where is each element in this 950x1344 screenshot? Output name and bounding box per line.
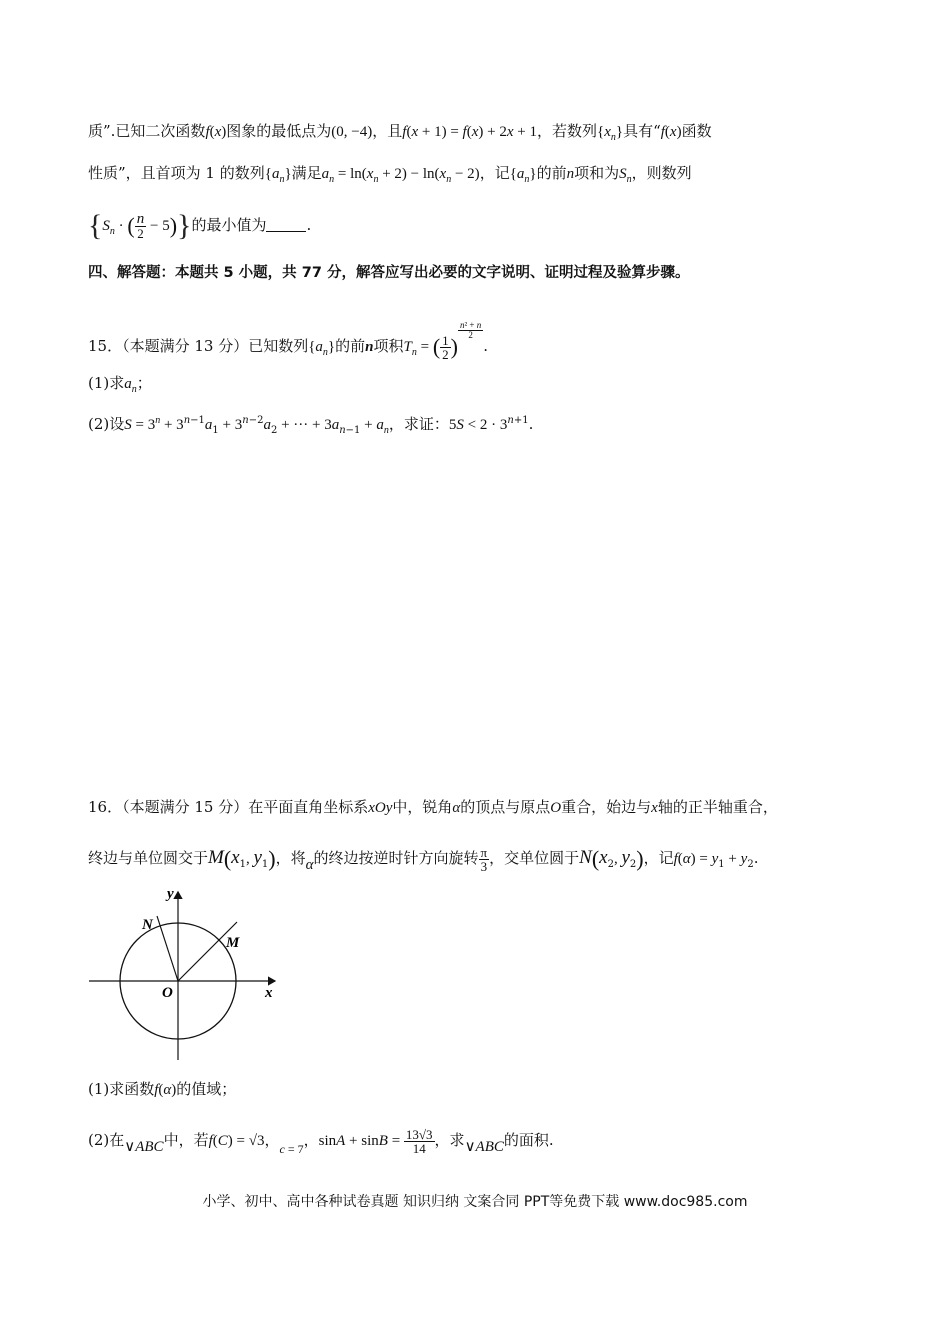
label-n: N [142,917,153,933]
unit-circle-figure [85,884,285,1064]
page-footer: 小学、初中、高中各种试卷真题 知识归纳 文案合同 PPT等免费下载 www.doc985.com [202,1194,748,1210]
p14-line-2: 性质”，且首项为 1 的数列$\{a_n\}$满足$a_n = \ln(x_n + 2) - \ln(x_n - 2)$，记$\{a_n\}$的前n项和为$S_n$，则数列 [88,164,692,185]
p14-line-3: {$S_n$ · ( $\frac{n}{2}$ − 5)}的最小值为 . [88,209,312,242]
q16-stem: 16．（本题满分 15 分）在平面直角坐标系xOy中，锐角α的顶点与原点O重合，始边与x轴的正半轴重合， [88,798,778,816]
label-x: x [265,985,273,1001]
q16-line-2: 终边与单位圆交于$M(x_1$, $y_1$)，将α的终边按逆时针方向旋转 $\frac{\pi}{3}$ ，交单位圆于$N(x_2$, $y_2$)，记$f(\alpha) = y_1 + y_2$. [88,844,759,874]
q16-part-2: (2)在∨ABC中，若f(C) = √3，$_c$ $_{= 7}$，sinA + sinB = $\frac{13√3}{14}$ ，求∨ABC的面积. [88,1126,554,1156]
ray-on [157,916,178,981]
p14-line-1: 质”.已知二次函数f(x)图象的最低点为(0, −4)，且f(x + 1) = f(x) + 2x + 1，若数列$\{x_n\}$具有“f(x)函数 [88,122,712,143]
label-y: y [167,886,174,902]
label-m: M [226,935,240,951]
q15-stem: 15．（本题满分 13 分）已知数列$\{a_n\}$的前n项积$T_n$ = ( $\frac{1}{2}$ ) $^{\frac{\text{n² + n}}{2}}$ . [88,320,489,362]
q16-part-1: (1)求函数f(α)的值域； [88,1080,237,1098]
label-o: O [162,985,173,1001]
section-heading: 四、解答题：本题共 5 小题，共 77 分，解答应写出必要的文字说明、证明过程及验算步骤。 [88,265,690,281]
q15-part-2: (2)设$S = 3^n + 3^{n-1}a_1 + 3^{n-2}a_2$ + ··· + $3a_{n-1} + a_n$，求证：$5S < 2 \cdot 3^{n+1}$. [88,415,534,436]
answer-blank[interactable] [266,217,306,232]
q15-part-1: (1)求$a_n$； [88,374,152,395]
